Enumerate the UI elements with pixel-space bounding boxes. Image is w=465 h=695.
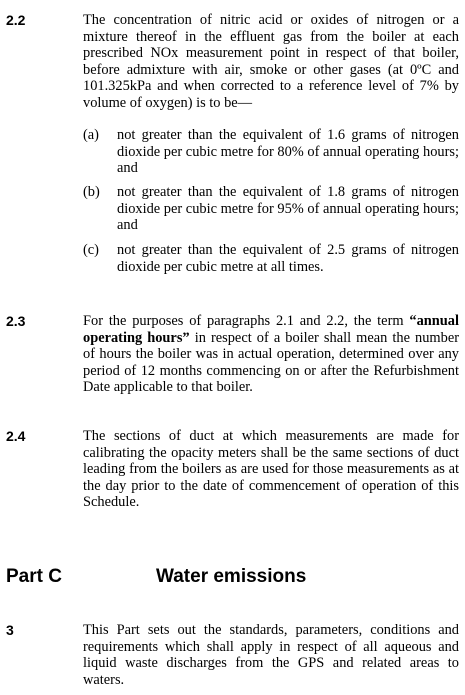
list-item-a xyxy=(83,127,459,177)
list-item-text: not greater than the equivalent of 2.5 grams of nitrogen dioxide per cubic metre at all times. xyxy=(117,242,459,275)
section-2-2-text: The concentration of nitric acid or oxides of nitrogen or a mixture thereof in the effluent gas from the boiler at each prescribed NOx measurement point in respect of that boiler, before admixture with air, smoke or other gases (at 0ºC and 101.325kPa and when corrected to a reference level of 7% by volume of oxygen) is to be— xyxy=(83,12,459,111)
section-number-2-4: 2.4 xyxy=(6,428,26,444)
part-label: Part C xyxy=(6,566,62,587)
section-2-3-post: in respect of a boiler shall mean the number of hours the boiler was in actual operation, determined over any period of 12 months commencing on or after the Refurbishment Date applicable to that boiler. xyxy=(83,329,460,396)
section-2-4-text: The sections of duct at which measurements are made for calibrating the opacity meters shall be the same sections of duct leading from the boilers as are used for those measurements as at the day prior to the date of commencement of operation of this Schedule. xyxy=(83,428,459,511)
section-number-2-3: 2.3 xyxy=(6,313,26,329)
list-item-b xyxy=(83,184,459,234)
section-number-3: 3 xyxy=(6,622,14,638)
list-item-c xyxy=(83,242,459,275)
section-2-3-pre: For the purposes of paragraphs 2.1 and 2.2, the term xyxy=(83,313,410,329)
list-item-text: not greater than the equivalent of 1.6 grams of nitrogen dioxide per cubic metre for 80% of annual operating hours; and xyxy=(117,127,459,177)
section-3-text: This Part sets out the standards, parameters, conditions and requirements which shall apply in respect of all aqueous and liquid waste discharges from the GPS and related areas to waters. xyxy=(83,622,459,688)
list-item-label: (c) xyxy=(83,242,99,258)
section-number-2-2: 2.2 xyxy=(6,12,26,28)
list-item-label: (a) xyxy=(83,127,99,143)
section-2-3-text xyxy=(83,313,459,396)
list-item-text: not greater than the equivalent of 1.8 grams of nitrogen dioxide per cubic metre for 95% of annual operating hours; and xyxy=(117,184,459,234)
part-title: Water emissions xyxy=(156,566,307,587)
defined-term: “annual operating hours” xyxy=(83,313,459,346)
list-item-label: (b) xyxy=(83,184,100,200)
